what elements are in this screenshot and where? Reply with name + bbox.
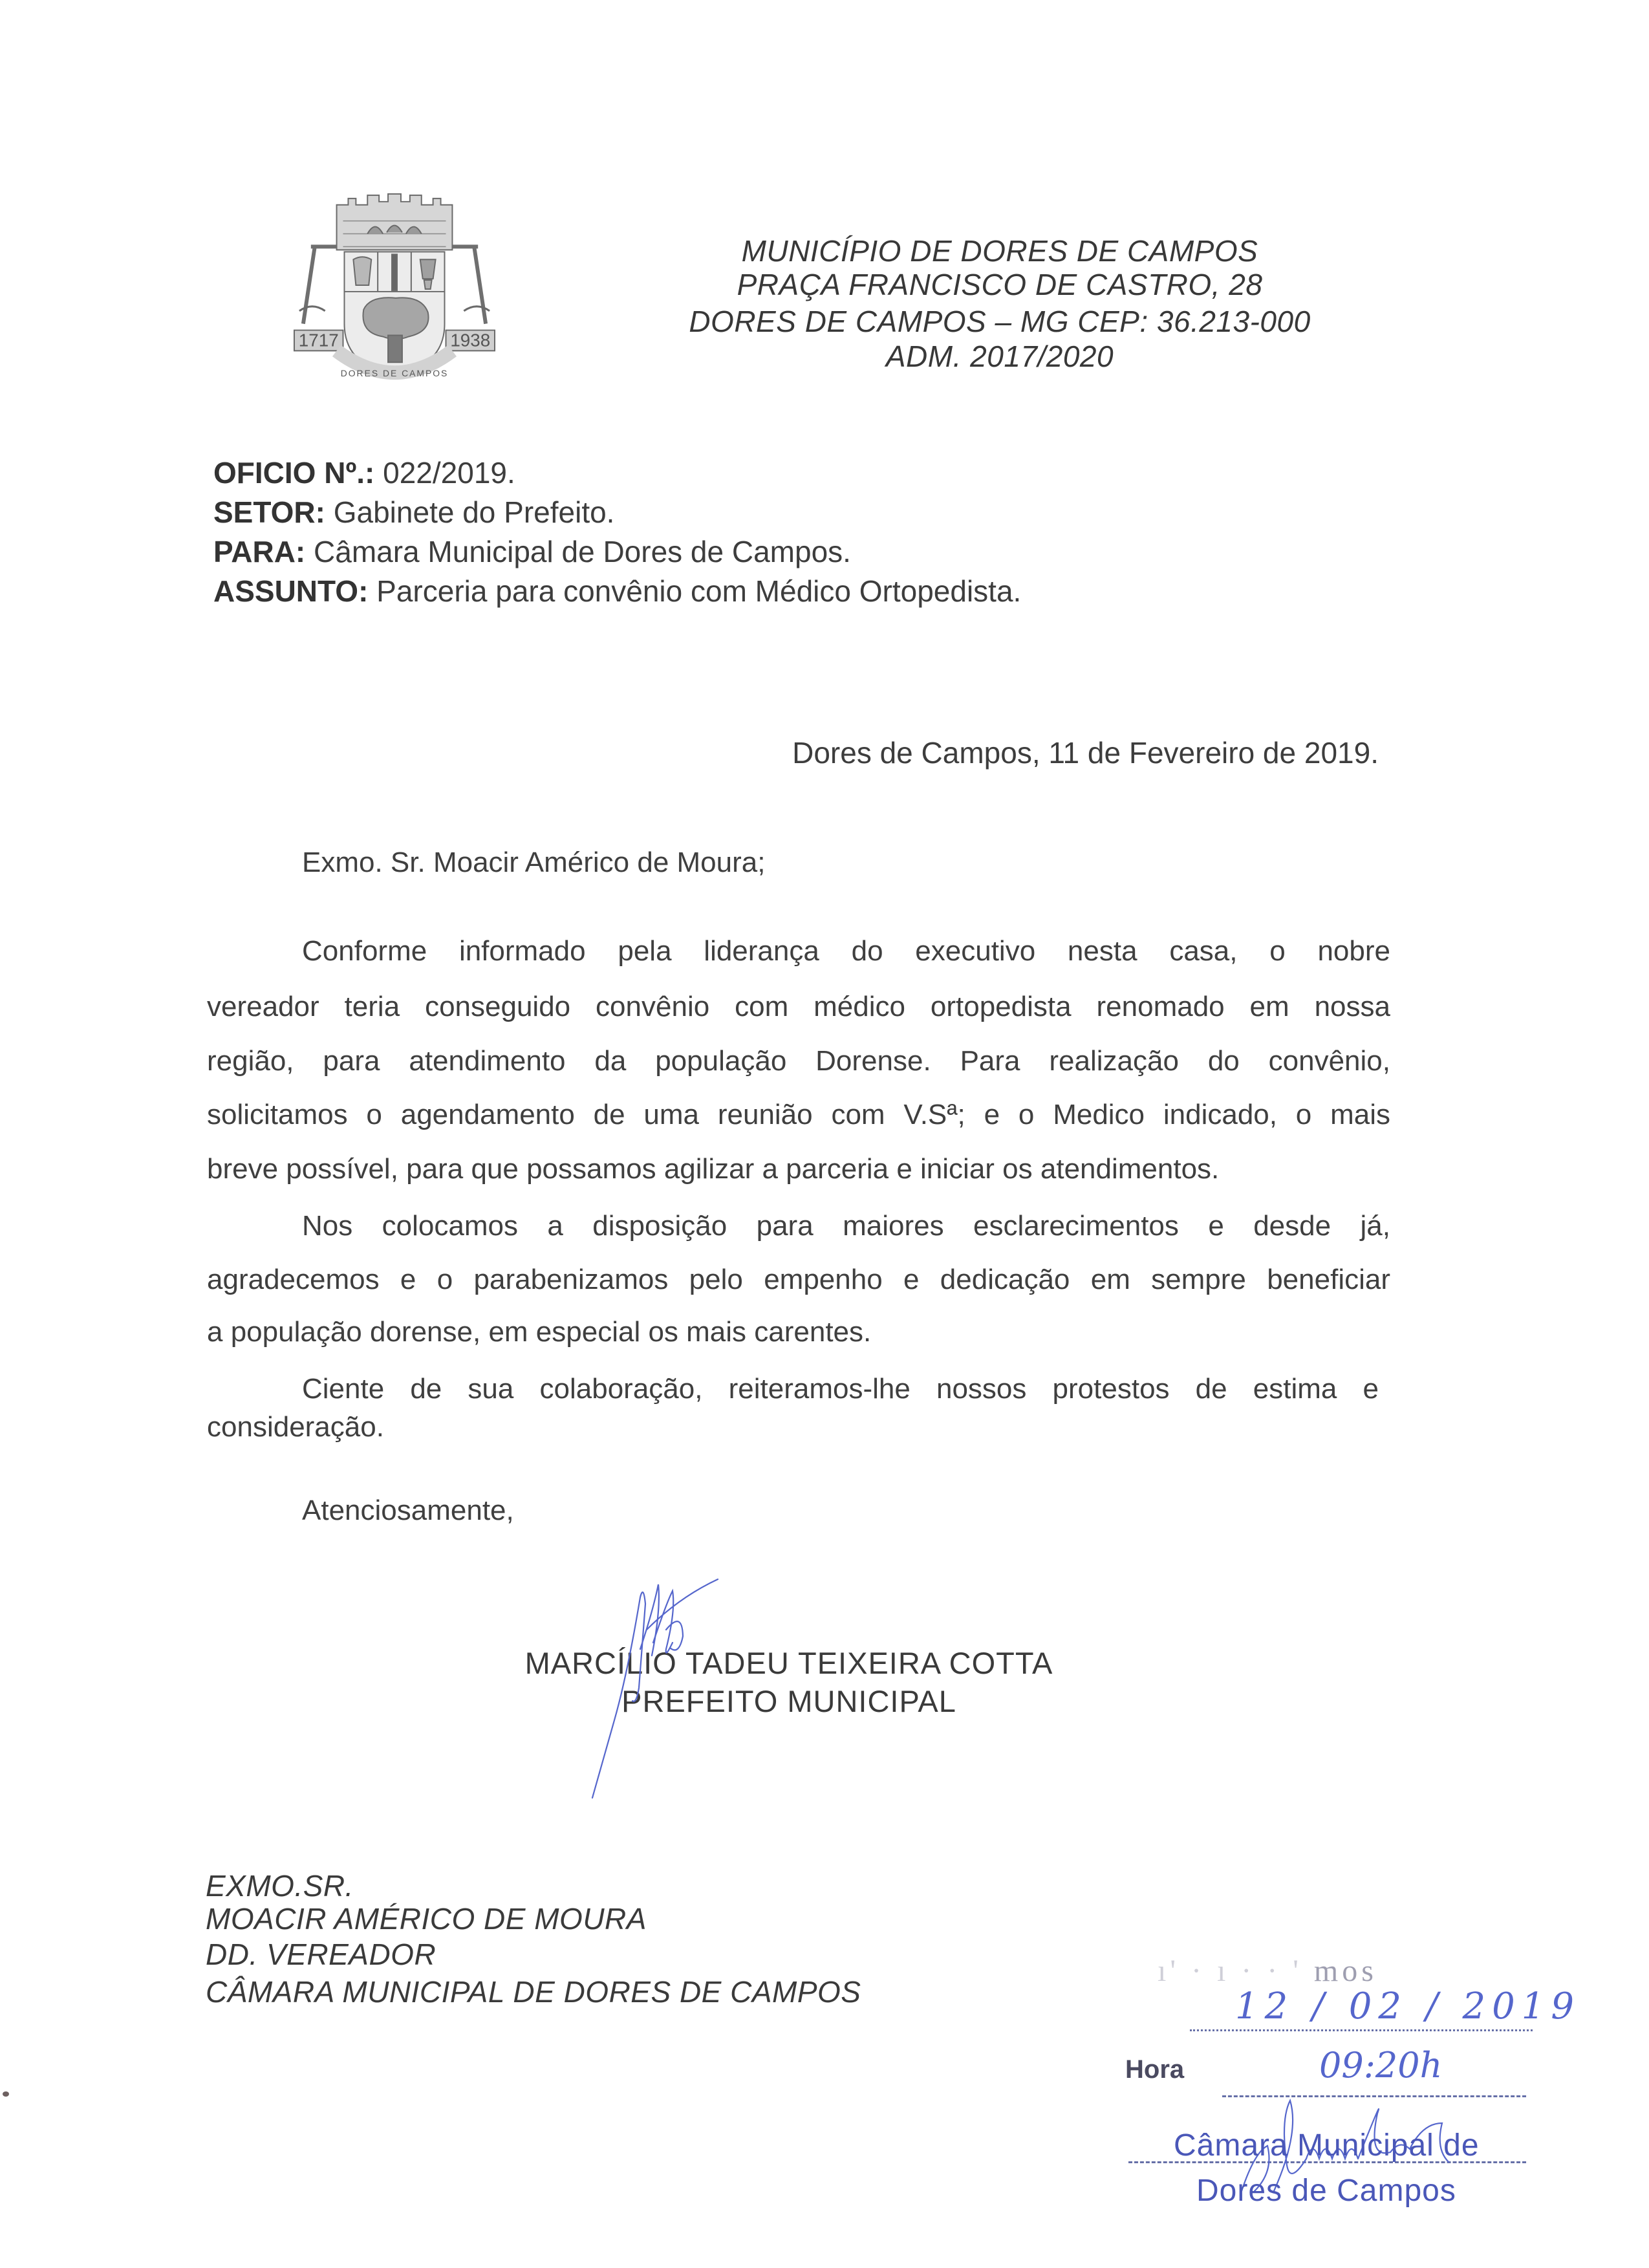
- handwritten-signature: [569, 1571, 724, 1804]
- scan-speck: [3, 2091, 9, 2097]
- addressee-line: MOACIR AMÉRICO DE MOURA: [206, 1902, 647, 1936]
- paragraph-1-line: breve possível, para que possamos agilizar a parceria e iniciar os atendimentos.: [207, 1153, 1220, 1185]
- salutation: Exmo. Sr. Moacir Américo de Moura;: [302, 847, 766, 878]
- field-setor: [213, 495, 614, 529]
- date-line: Dores de Campos, 11 de Fevereiro de 2019.: [792, 736, 1379, 770]
- stamp-org-line1: Câmara Municipal de: [1174, 2128, 1480, 2163]
- crest-motto: DORES DE CAMPOS: [340, 368, 449, 379]
- letterhead-address: PRAÇA FRANCISCO DE CASTRO, 28: [737, 268, 1263, 301]
- paragraph-3-line: consideração.: [207, 1411, 384, 1443]
- closing: Atenciosamente,: [302, 1495, 514, 1526]
- paragraph-1-line: solicitamos o agendamento de uma reunião com V.Sª; e o Medico indicado, o mais: [207, 1099, 1390, 1130]
- field-label: ASSUNTO:: [213, 574, 369, 608]
- receipt-stamp: [1112, 1940, 1580, 2263]
- field-label: OFICIO Nº.:: [213, 456, 375, 490]
- field-value: Câmara Municipal de Dores de Campos.: [305, 535, 851, 568]
- field-para: [213, 535, 851, 568]
- addressee-line: EXMO.SR.: [206, 1869, 354, 1903]
- stamp-date-handwritten: 12 / 02 / 2019: [1235, 1985, 1580, 2027]
- paragraph-2-line: a população dorense, em especial os mais carentes.: [207, 1316, 872, 1348]
- municipal-coat-of-arms: [292, 182, 497, 388]
- crest-year-right: 1938: [450, 330, 491, 351]
- paragraph-1-line: Conforme informado pela liderança do executivo nesta casa, o nobre: [302, 935, 1390, 967]
- paragraph-2-line: Nos colocamos a disposição para maiores esclarecimentos e desde já,: [302, 1210, 1390, 1242]
- field-label: SETOR:: [213, 495, 325, 529]
- paragraph-3-line: Ciente de sua colaboração, reiteramos-lhe nossos protestos de estima e: [302, 1373, 1379, 1405]
- letterhead-city-cep: DORES DE CAMPOS – MG CEP: 36.213-000: [689, 305, 1311, 338]
- stamp-header-faded: ı' · ı · · ' mos: [1158, 1954, 1377, 1988]
- addressee-line: CÂMARA MUNICIPAL DE DORES DE CAMPOS: [206, 1975, 861, 2009]
- field-value: Parceria para convênio com Médico Ortopedista.: [368, 574, 1022, 608]
- field-oficio: [213, 456, 515, 490]
- addressee-line: DD. VEREADOR: [206, 1938, 436, 1971]
- letterhead-municipality: MUNICÍPIO DE DORES DE CAMPOS: [741, 234, 1258, 268]
- stamp-date-underline: [1190, 2029, 1533, 2031]
- crest-year-left: 1717: [298, 330, 339, 351]
- signatory-name: MARCÍLIO TADEU TEIXEIRA COTTA: [524, 1646, 1053, 1680]
- paragraph-1-line: região, para atendimento da população Dorense. Para realização do convênio,: [207, 1045, 1390, 1077]
- signatory-title: PREFEITO MUNICIPAL: [621, 1684, 956, 1718]
- stamp-org-line2: Dores de Campos: [1196, 2174, 1456, 2208]
- paragraph-2-line: agradecemos e o parabenizamos pelo empenho e dedicação em sempre beneficiar: [207, 1264, 1390, 1295]
- letterhead-administration: ADM. 2017/2020: [885, 340, 1114, 373]
- field-value: 022/2019.: [374, 456, 515, 490]
- field-assunto: [213, 574, 1021, 608]
- paragraph-1-line: vereador teria conseguido convênio com médico ortopedista renomado em nossa: [207, 991, 1390, 1022]
- stamp-hour-label: Hora: [1125, 2055, 1185, 2084]
- stamp-time-handwritten: 09:20h: [1319, 2045, 1443, 2086]
- field-value: Gabinete do Prefeito.: [325, 495, 615, 529]
- field-label: PARA:: [213, 535, 306, 568]
